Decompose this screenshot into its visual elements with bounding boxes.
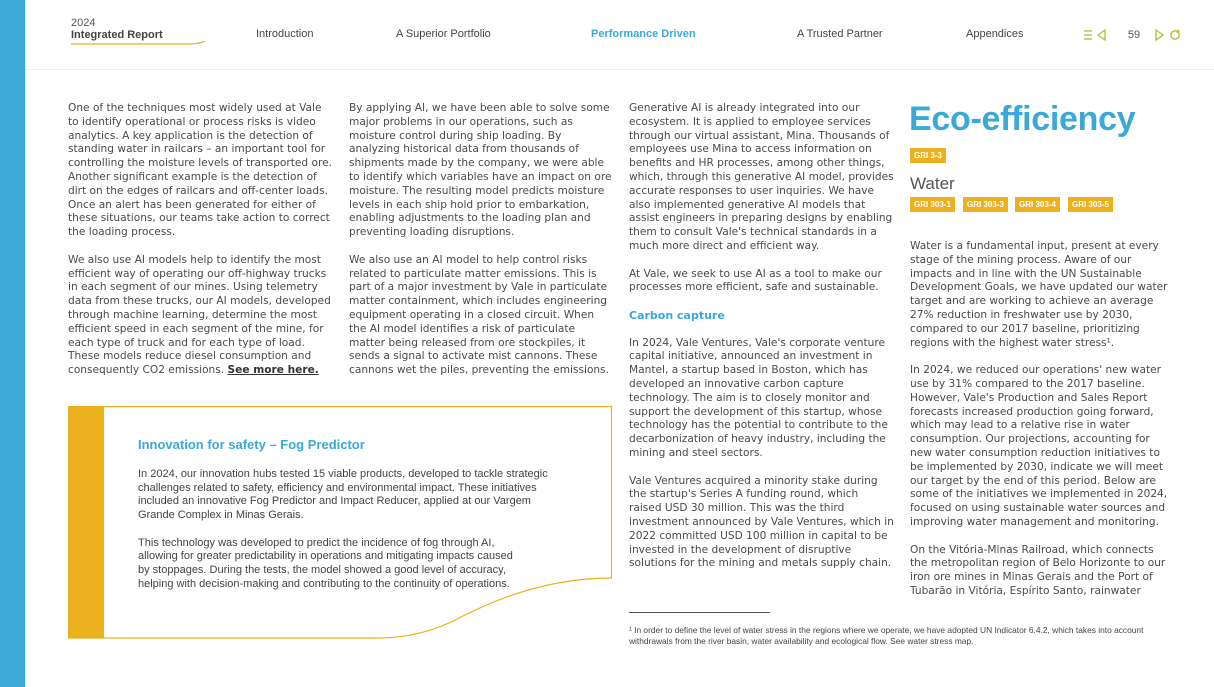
- col3-paragraph-3: In 2024, Vale Ventures, Vale's corporate venture capital initiative, announced an investment in Mantel, a startup based in Boston, which has developed an innovative carbon capture technology. The aim is to closely monitor and support the development of this startup, whose technology has the potential to contribute to the decarbonization of heavy industry, including the mining and steel sectors.: [629, 336, 888, 459]
- col4-paragraph-2: In 2024, we reduced our operations' new water use by 31% compared to the 2017 baseline. However, Vale's Production and Sales Report forecasts increased production going forward, which may lead to a relative rise in water consumption. Our projections, accounting for new water consumption reduction initiatives to be implemented by 2030, indicate we will meet our target by the end of this period. Below are some of the initiatives we implemented in 2024, focused on using sustainable water sources and improving water management and monitoring.: [910, 364, 1168, 528]
- text-column-2: [349, 102, 614, 378]
- eco-efficiency-title: Eco-efficiency: [909, 100, 1136, 138]
- see-more-link[interactable]: See more here.: [227, 364, 319, 377]
- gri-303-3-badge[interactable]: GRI 303-3: [963, 197, 1008, 212]
- text-column-1: [68, 102, 333, 378]
- text-column-4: [910, 240, 1174, 599]
- fog-box-title: Innovation for safety – Fog Predictor: [138, 437, 365, 452]
- col4-paragraph-1: Water is a fundamental input, present at every stage of the mining process. Aware of our impacts and in line with the UN Sustainable Development Goals, we have updated our water target and are working to achieve an average 27% reduction in freshwater use by 2030, compared to our 2017 baseline, prioritizing regions with the highest water stress¹.: [910, 240, 1168, 349]
- nav-appendices[interactable]: Appendices: [966, 28, 1024, 40]
- gri-303-5-badge[interactable]: GRI 303-5: [1068, 197, 1113, 212]
- page-number: 59: [1127, 29, 1141, 41]
- fog-box-paragraph-2: This technology was developed to predict the incidence of fog through AI, allowing for greater predictability in operations and mitigating impacts caused by stoppages. During the tests, the model showed a good level of accuracy, helping with decision-making and contributing to the continuity of operations.: [138, 536, 513, 590]
- col3-paragraph-2: At Vale, we seek to use AI as a tool to make our processes more efficient, safe and sustainable.: [629, 267, 882, 294]
- nav-trusted-partner[interactable]: A Trusted Partner: [797, 28, 883, 40]
- left-accent-bar: [0, 0, 25, 687]
- col3-paragraph-4: Vale Ventures acquired a minority stake during the startup's Series A funding round, which raised USD 30 million. This was the third investment announced by Vale Ventures, which in 2022 committed USD 100 million in capital to be invested in the development of disruptive solutions for the mining and metals supply chain.: [629, 474, 894, 570]
- water-heading: Water: [910, 174, 955, 193]
- report-year: 2024: [71, 17, 96, 29]
- carbon-capture-heading: Carbon capture: [629, 308, 725, 322]
- col1-paragraph-1: One of the techniques most widely used at Vale to identify operational or process risks is video analytics. A key application is the detection of standing water in railcars – an important tool for controlling the moisture levels of transported ore. Another significant example is the detection of dirt on the edges of railcars and off-center loads. Once an alert has been generated for either of these situations, our teams take action to correct the loading process.: [68, 102, 333, 239]
- footnote-divider: [629, 612, 770, 613]
- col4-paragraph-3: On the Vitória-Minas Railroad, which connects the metropolitan region of Belo Horizonte to our iron ore mines in Minas Gerais and the Port of Tubarão in Vitória, Espírito Santo, rainwater: [910, 543, 1166, 597]
- gri-303-4-badge[interactable]: GRI 303-4: [1015, 197, 1060, 212]
- report-brand[interactable]: [71, 17, 211, 42]
- next-page-icon[interactable]: [1152, 26, 1166, 44]
- report-name: Integrated Report: [71, 29, 163, 41]
- prev-page-icon[interactable]: [1095, 26, 1109, 44]
- page-navigator: [1082, 26, 1192, 44]
- col2-paragraph-2: We also use an AI model to help control risks related to particulate matter emissions. This is part of a major investment by Vale in particulate matter containment, which includes engineering equipment operating in a closed circuit. When the AI model identifies a risk of particulate matter being released from ore stockpiles, it sends a signal to activate mist cannons. These cannons wet the piles, preventing the emissions.: [349, 253, 610, 377]
- col2-paragraph-1: By applying AI, we have been able to solve some major problems in our operations, such as moisture control during ship loading. By analyzing historical data from thousands of shipments made by the company, we were able to identify which variables have an impact on ore moisture. The resulting model predicts moisture levels in each ship hold prior to embarkation, enabling adjustments to the loading plan and preventing loading disruptions.: [349, 102, 612, 239]
- col3-paragraph-1: Generative AI is already integrated into our ecosystem. It is applied to employee services through our virtual assistant, Mina. Thousands of employees use Mina to access information on benefits and HR processes, among other things, which, through this generative AI model, provides accurate responses to user inquiries. We have also implemented generative AI models that assist engineers in preparing designs by enabling them to consult Vale's technical standards in a much more direct and efficient way.: [629, 102, 894, 252]
- gri-303-1-badge[interactable]: GRI 303-1: [910, 197, 955, 212]
- fog-box-text: [138, 468, 558, 605]
- menu-icon[interactable]: [1082, 26, 1096, 44]
- footnote: ¹ In order to define the level of water stress in the regions where we operate, we have adopted UN Indicator 6.4.2, which takes into account withdrawals from the river basin, water availability and ecological flow. See water stress map.: [629, 625, 1144, 646]
- nav-introduction[interactable]: Introduction: [256, 28, 314, 40]
- fog-box-paragraph-1: In 2024, our innovation hubs tested 15 viable products, developed to tackle strategic challenges related to safety, efficiency and environmental impact. These initiatives included an innovative Fog Predictor and Impact Reducer, applied at our Vargem Grande Complex in Minas Gerais.: [138, 468, 548, 522]
- col1-paragraph-2: [68, 254, 333, 378]
- nav-superior-portfolio[interactable]: A Superior Portfolio: [396, 28, 491, 40]
- nav-performance-driven[interactable]: Performance Driven: [591, 28, 696, 40]
- col1-paragraph-2-text: We also use AI models help to identify the most efficient way of operating our off-highway trucks in each segment of our mines. Using telemetry data from these trucks, our AI models, developed through machine learning, determine the most efficient speed in each segment of the mine, for each type of truck and for each type of load. These models reduce diesel consumption and consequently CO2 emissions.: [68, 253, 331, 377]
- text-column-3: [629, 102, 894, 571]
- gri-3-3-badge[interactable]: GRI 3-3: [910, 148, 946, 163]
- brand-underline: [71, 41, 211, 47]
- refresh-icon[interactable]: [1168, 26, 1182, 44]
- top-header: [25, 0, 1214, 70]
- fog-predictor-box: [68, 406, 613, 639]
